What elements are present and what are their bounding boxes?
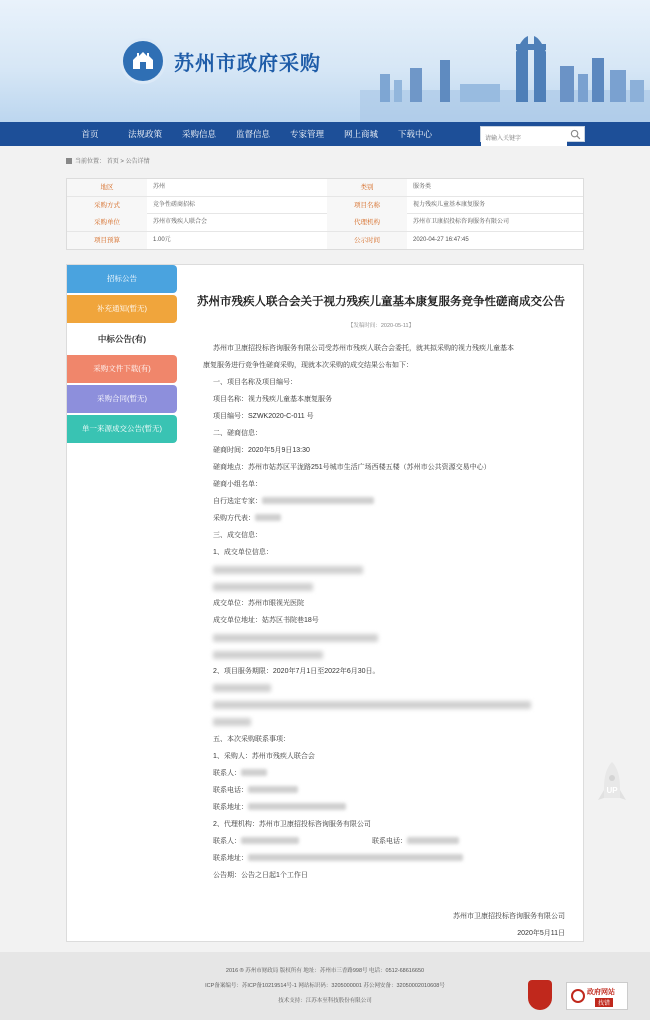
contact-label: 联系人： xyxy=(213,838,241,845)
category-value: 服务类 xyxy=(413,184,432,190)
magnifier-icon xyxy=(571,989,585,1003)
announcement-date: 【发稿时间：2020-05-11】 xyxy=(347,323,415,329)
paragraph xyxy=(213,768,267,779)
address-label: 联系地址： xyxy=(213,804,248,811)
signature-date: 2020年5月11日 xyxy=(517,930,565,937)
paragraph: 磋商时间：2020年5月9日13:30 xyxy=(213,447,310,454)
paragraph: 项目名称：视力残疾儿童基本康复服务 xyxy=(213,396,332,403)
tab-contract[interactable]: 采购合同(暂无) xyxy=(67,385,177,413)
home-icon xyxy=(66,158,72,164)
search-input[interactable] xyxy=(481,132,567,146)
main-nav xyxy=(0,122,650,146)
paragraph: 项目编号：SZWK2020-C-011 号 xyxy=(213,413,314,420)
site-logo-icon[interactable] xyxy=(120,38,166,84)
redacted-text xyxy=(248,854,463,861)
project-info-table xyxy=(66,178,584,250)
announcement-panel xyxy=(66,264,584,942)
redacted-text xyxy=(241,769,267,776)
project-name-label: 项目名称 xyxy=(327,197,407,214)
content-area xyxy=(0,146,650,966)
footer-tech-support: 技术支持：江苏本至科技股份有限公司 xyxy=(278,998,372,1004)
contact-label: 联系人： xyxy=(213,770,241,777)
header-banner xyxy=(0,0,650,122)
info-row xyxy=(67,232,583,250)
redacted-text xyxy=(213,634,378,642)
redacted-text xyxy=(407,837,459,844)
breadcrumb-separator: > xyxy=(120,159,124,165)
nav-item-downloads[interactable]: 下载中心 xyxy=(397,129,432,139)
experts-label: 自行选定专家： xyxy=(213,498,262,505)
paragraph: 苏州市卫康招投标咨询服务有限公司受苏州市残疾人联合会委托，就其拟采购的视力残疾儿童基本 xyxy=(213,345,514,352)
section-heading: 一、项目名称及项目编号： xyxy=(213,379,297,386)
paragraph: 磋商小组名单： xyxy=(213,481,262,488)
nav-item-policy[interactable]: 法规政策 xyxy=(127,129,162,139)
nav-item-supervision[interactable]: 监督信息 xyxy=(235,129,270,139)
skyline-illustration xyxy=(320,0,650,122)
paragraph: 1、成交单位信息： xyxy=(213,549,273,556)
nav-item-home[interactable]: 首页 xyxy=(81,129,99,139)
method-value: 竞争性磋商招标 xyxy=(153,201,196,208)
back-to-top-button[interactable] xyxy=(596,760,628,812)
announcement-title: 苏州市残疾人联合会关于视力残疾儿童基本康复服务竞争性磋商成交公告 xyxy=(197,296,565,308)
gov-site-error-report-badge[interactable] xyxy=(566,982,628,1010)
agency-value: 苏州市卫康招投标咨询服务有限公司 xyxy=(413,219,510,225)
buyer-value: 苏州市残疾人联合会 xyxy=(153,219,208,225)
paragraph xyxy=(213,853,463,864)
footer-copyright: 2016 ® 苏州市财政局 版权所有 地址：苏州市三香路998号 电话：0512-68616650 xyxy=(225,968,425,974)
buyer-rep-label: 采购方代表： xyxy=(213,515,255,522)
redacted-text xyxy=(213,566,363,574)
paragraph xyxy=(213,785,298,796)
footer xyxy=(0,952,650,1020)
address-label: 联系地址： xyxy=(213,855,248,862)
paragraph xyxy=(213,802,346,813)
redacted-text xyxy=(255,514,281,521)
redacted-text xyxy=(262,497,374,504)
info-row xyxy=(67,214,583,232)
tab-award-notice[interactable]: 中标公告(有) xyxy=(67,325,177,353)
tab-supplementary-notice[interactable]: 补充通知(暂无) xyxy=(67,295,177,323)
paragraph: 2、项目服务期限：2020年7月1日至2022年6月30日。 xyxy=(213,668,380,675)
paragraph: 公告期：公告之日起1个工作日 xyxy=(213,872,308,879)
up-label: UP xyxy=(606,786,618,795)
paragraph: 康复服务进行竞争性磋商采购，现就本次采购的成交结果公布如下： xyxy=(203,362,413,369)
breadcrumb-current: 公告详情 xyxy=(125,159,150,165)
footer-icp: ICP备案编号：苏ICP备10219514号-1 网站标识码：3205000001 苏公网安备：32050002010608号 xyxy=(205,983,445,989)
badge-subtext: 找错 xyxy=(595,998,613,1007)
party-gov-badge-icon[interactable] xyxy=(528,980,552,1010)
region-value: 苏州 xyxy=(153,184,166,190)
publish-time-value: 2020-04-27 16:47:45 xyxy=(413,236,469,243)
budget-value: 1.00元 xyxy=(153,236,171,243)
breadcrumb xyxy=(66,156,150,165)
buyer-label: 采购单位 xyxy=(67,214,147,231)
tab-single-source[interactable]: 单一来源成交公告(暂无) xyxy=(67,415,177,443)
tab-document-download[interactable]: 采购文件下载(有) xyxy=(67,355,177,383)
redacted-text xyxy=(213,701,531,709)
breadcrumb-label: 当前位置： xyxy=(75,159,106,165)
tab-tender-notice[interactable]: 招标公告 xyxy=(67,265,177,293)
agency-label: 代理机构 xyxy=(327,214,407,231)
search-box xyxy=(480,126,585,142)
section-heading: 三、成交信息： xyxy=(213,532,262,539)
paragraph: 1、采购人：苏州市残疾人联合会 xyxy=(213,753,315,760)
redacted-text xyxy=(213,651,323,659)
redacted-text xyxy=(248,786,298,793)
redacted-text xyxy=(213,718,251,726)
redacted-text xyxy=(241,837,299,844)
nav-item-procurement-info[interactable]: 采购信息 xyxy=(181,129,216,139)
site-title[interactable]: 苏州市政府采购 xyxy=(174,51,321,75)
paragraph: 成交单位：苏州市眼视光医院 xyxy=(213,600,304,607)
paragraph: 成交单位地址：姑苏区书院巷18号 xyxy=(213,617,319,624)
paragraph xyxy=(213,836,299,847)
paragraph: 磋商地点：苏州市姑苏区平泷路251号城市生活广场西楼五楼（苏州市公共资源交易中心） xyxy=(213,464,491,471)
nav-item-mall[interactable]: 网上商城 xyxy=(343,129,378,139)
redacted-text xyxy=(213,583,313,591)
phone-label: 联系电话： xyxy=(213,787,248,794)
redacted-text xyxy=(248,803,346,810)
section-heading: 二、磋商信息： xyxy=(213,430,262,437)
paragraph xyxy=(372,836,459,847)
signature-org: 苏州市卫康招投标咨询服务有限公司 xyxy=(453,913,565,920)
info-row xyxy=(67,197,583,215)
paragraph xyxy=(213,496,374,507)
publish-time-label: 公示时间 xyxy=(327,232,407,249)
region-label: 地区 xyxy=(67,179,147,196)
project-name-value: 视力残疾儿童基本康复服务 xyxy=(413,201,486,208)
badge-text: 政府网站 xyxy=(587,989,615,996)
nav-item-experts[interactable]: 专家管理 xyxy=(289,129,324,139)
search-icon[interactable] xyxy=(570,129,581,140)
section-heading: 五、本次采购联系事项： xyxy=(213,736,290,743)
info-row xyxy=(67,179,583,197)
paragraph: 2、代理机构：苏州市卫康招投标咨询服务有限公司 xyxy=(213,821,371,828)
category-label: 类别 xyxy=(327,179,407,196)
method-label: 采购方式 xyxy=(67,197,147,214)
breadcrumb-home-link[interactable]: 首页 xyxy=(106,159,119,165)
redacted-text xyxy=(213,684,271,692)
budget-label: 项目预算 xyxy=(67,232,147,249)
paragraph xyxy=(213,513,281,524)
phone-label: 联系电话： xyxy=(372,838,407,845)
